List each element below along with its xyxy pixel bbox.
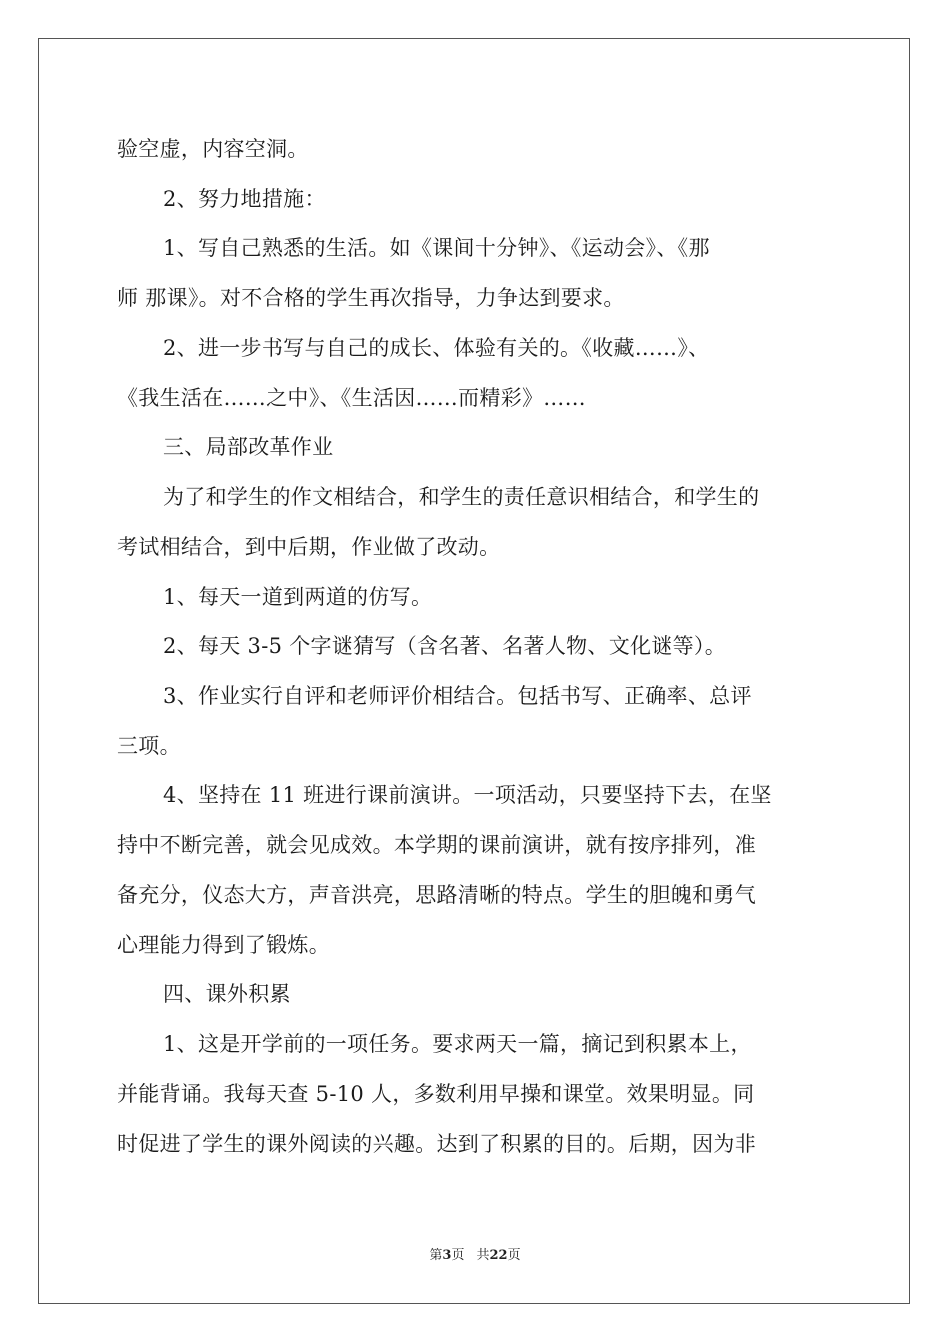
section-heading: 四、课外积累 — [163, 982, 291, 1006]
body-text-line: 2、进一步书写与自己的成长、体验有关的。《收藏……》、 — [163, 336, 710, 360]
total-pages: 22 — [489, 1248, 508, 1263]
body-text-line: 考试相结合，到中后期，作业做了改动。 — [117, 535, 501, 559]
body-text-line: 1、每天一道到两道的仿写。 — [163, 585, 433, 609]
page-prefix: 第 — [429, 1248, 443, 1263]
total-suffix: 页 — [507, 1248, 521, 1263]
body-text-line: 心理能力得到了锻炼。 — [117, 933, 330, 957]
body-text-line: 持中不断完善，就会见成效。本学期的课前演讲，就有按序排列，准 — [117, 833, 756, 857]
page-number: 3 — [442, 1248, 452, 1263]
body-text-line: 《我生活在……之中》、《生活因……而精彩》…… — [117, 386, 586, 410]
body-text-line: 3、作业实行自评和老师评价相结合。包括书写、正确率、总评 — [163, 684, 752, 708]
body-text-line: 2、每天 3-5 个字谜猜写（含名著、名著人物、文化谜等）。 — [163, 634, 727, 658]
page-suffix: 页 — [451, 1248, 465, 1263]
body-text-line: 时促进了学生的课外阅读的兴趣。达到了积累的目的。后期，因为非 — [117, 1132, 756, 1156]
page-footer — [0, 1247, 950, 1265]
body-text-line: 2、努力地措施： — [163, 187, 326, 211]
body-text-line: 1、写自己熟悉的生活。如《课间十分钟》、《运动会》、《那 — [163, 236, 710, 260]
page-border — [38, 38, 910, 1304]
body-text-line: 三项。 — [117, 734, 181, 758]
body-text-line: 4、坚持在 11 班进行课前演讲。一项活动，只要坚持下去，在坚 — [163, 783, 772, 807]
body-text-line: 为了和学生的作文相结合，和学生的责任意识相结合，和学生的 — [163, 485, 760, 509]
section-heading: 三、局部改革作业 — [163, 435, 334, 459]
body-text-line: 备充分，仪态大方，声音洪亮，思路清晰的特点。学生的胆魄和勇气 — [117, 883, 756, 907]
total-prefix: 共 — [476, 1248, 490, 1263]
body-text-line: 验空虚，内容空洞。 — [117, 137, 309, 161]
body-text-line: 师 那课》。对不合格的学生再次指导，力争达到要求。 — [117, 286, 625, 310]
body-text-line: 1、这是开学前的一项任务。要求两天一篇，摘记到积累本上， — [163, 1032, 752, 1056]
body-text-line: 并能背诵。我每天查 5-10 人，多数利用早操和课堂。效果明显。同 — [117, 1082, 755, 1106]
